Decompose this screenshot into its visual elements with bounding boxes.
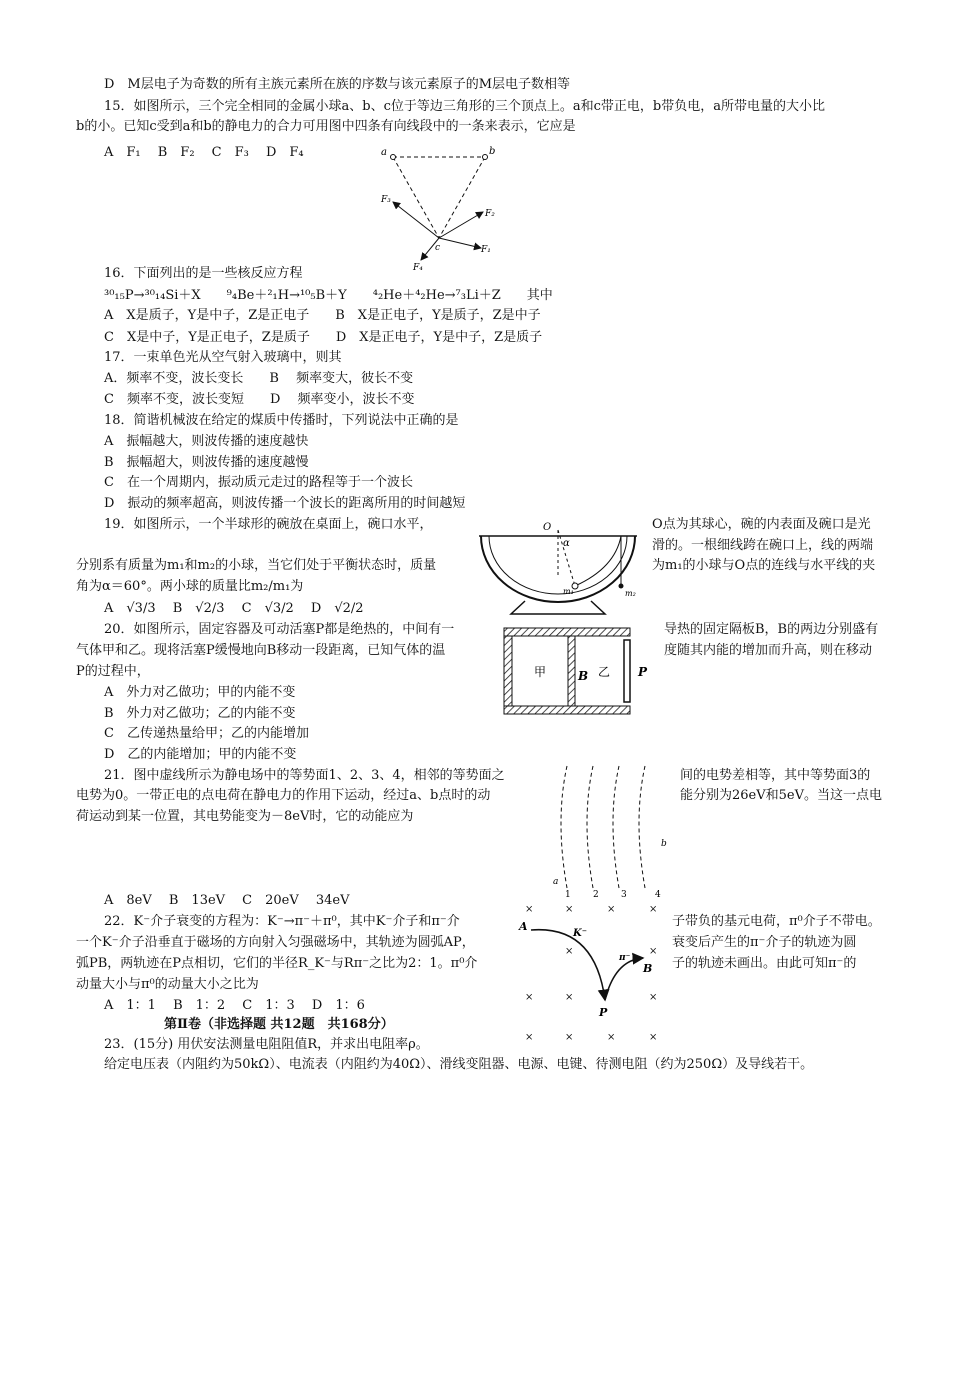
svg-text:×: × — [649, 946, 658, 957]
svg-text:×: × — [649, 1032, 658, 1043]
q19-label-o: O — [543, 522, 552, 533]
q15-label-f1: F₁ — [481, 245, 491, 255]
q20-stem-line1b: 导热的固定隔板B，B的两边分别盛有 — [664, 622, 879, 637]
q16-equations: ³⁰₁₅P→³⁰₁₄Si＋X ⁹₄Be＋²₁H→¹⁰₅B＋Y ⁴₂He＋⁴₂He→⁷₃Li＋Z 其中 — [104, 288, 553, 303]
q16-stem: 16．下面列出的是一些核反应方程 — [104, 266, 303, 281]
q21-label-b: b — [661, 839, 667, 849]
svg-text:×: × — [565, 904, 574, 915]
q19-label-m2: m₂ — [625, 589, 636, 598]
svg-text:×: × — [565, 992, 574, 1003]
q20-label-yi: 乙 — [598, 665, 611, 679]
q15-label-f4: F₄ — [413, 263, 423, 273]
q22-stem-line3a: 弧PB，两轨迹在P点相切，它们的半径R_K⁻与Rπ⁻之比为2：1。π⁰介 — [76, 956, 478, 971]
q19-stem-line2b: 滑的。一根细线跨在碗口上，线的两端 — [652, 538, 874, 553]
q21-label-4: 4 — [655, 890, 661, 900]
q19-stem-line1b: O点为其球心，碗的内表面及碗口是光 — [652, 517, 871, 532]
q15-stem-line1: 15．如图所示，三个完全相同的金属小球a、b、c位于等边三角形的三个顶点上。a和c带正电，b带负电，a所带电量的大小比 — [104, 99, 825, 114]
q22-label-b: B — [643, 962, 653, 975]
q22-stem-line1a: 22．K⁻介子衰变的方程为：K⁻→π⁻＋π⁰，其中K⁻介子和π⁻介 — [104, 914, 460, 929]
svg-text:×: × — [649, 992, 658, 1003]
q22-label-a: A — [519, 920, 528, 933]
q17-stem: 17．一束单色光从空气射入玻璃中，则其 — [104, 350, 342, 365]
q15-label-f2: F₂ — [485, 209, 495, 219]
q23-stem-line1: 23．(15分) 用伏安法测量电阻阻值R，并求出电阻率ρ。 — [104, 1037, 429, 1052]
svg-text:×: × — [649, 904, 658, 915]
q19-stem-line2a: 分别系有质量为m₁和m₂的小球，当它们处于平衡状态时，质量 — [76, 558, 437, 573]
q15-label-a: a — [381, 147, 387, 158]
q21-stem-line3: 荷运动到某一位置，其电势能变为－8eV时，它的动能应为 — [76, 809, 414, 824]
q15-triangle-figure — [375, 140, 505, 275]
q20-label-p: P — [638, 665, 648, 679]
svg-text:×: × — [607, 904, 616, 915]
q22-label-k: K⁻ — [573, 928, 587, 939]
q15-options: A F₁ B F₂ C F₃ D F₄ — [104, 145, 304, 160]
q19-label-alpha: α — [563, 538, 570, 549]
q16-options-cd: C X是中子，Y是正电子，Z是质子 D X是正电子，Y是中子，Z是质子 — [104, 330, 543, 345]
q19-label-m1: m₁ — [563, 587, 574, 596]
q20-stem-line2b: 度随其内能的增加而升高，则在移动 — [664, 643, 873, 658]
q15-stem-line2: b的小。已知c受到a和b的静电力的合力可用图中四条有向线段中的一条来表示，它应是 — [76, 119, 576, 134]
q19-stem-line3b: 为m₁的小球与O点的连线与水平线的夹 — [652, 558, 876, 573]
q20-option-d: D 乙的内能增加；甲的内能不变 — [104, 747, 297, 762]
q18-option-a: A 振幅越大，则波传播的速度越快 — [104, 434, 309, 449]
q21-stem-line2a: 电势为0。一带正电的点电荷在静电力的作用下运动，经过a、b点时的动 — [76, 788, 491, 803]
q21-label-2: 2 — [593, 890, 599, 900]
svg-text:×: × — [525, 904, 534, 915]
q22-stem-line1b: 子带负的基元电荷，π⁰介子不带电。 — [672, 914, 881, 929]
q15-label-f3: F₃ — [381, 195, 391, 205]
q21-label-3: 3 — [621, 890, 627, 900]
q15-label-b: b — [489, 146, 496, 157]
q22-stem-line3b: 子的轨迹未画出。由此可知π⁻的 — [672, 956, 857, 971]
q20-option-a: A 外力对乙做功；甲的内能不变 — [104, 685, 296, 700]
q18-stem: 18．简谐机械波在给定的煤质中传播时，下列说法中正确的是 — [104, 413, 459, 428]
svg-text:×: × — [607, 1032, 616, 1043]
q18-option-c: C 在一个周期内，振动质元走过的路程等于一个波长 — [104, 475, 413, 490]
q22-stem-line2a: 一个K⁻介子沿垂直于磁场的方向射入匀强磁场中，其轨迹为圆弧AP， — [76, 935, 475, 950]
q17-options-ab: A．频率不变，波长变长 B 频率变大，彼长不变 — [104, 371, 414, 386]
q20-stem-line3: P的过程中， — [76, 664, 150, 679]
q22-stem-line4: 动量大小与π⁰的动量大小之比为 — [76, 977, 259, 992]
q16-options-ab: A X是质子，Y是中子，Z是正电子 B X是正电子，Y是质子，Z是中子 — [104, 308, 541, 323]
q22-options: A 1：1 B 1：2 C 1：3 D 1：6 — [104, 998, 365, 1013]
q20-option-c: C 乙传递热量给甲；乙的内能增加 — [104, 726, 309, 741]
q19-options: A √3/3 B √2/3 C √3/2 D √2/2 — [104, 601, 364, 616]
q19-stem-line1a: 19．如图所示，一个半球形的碗放在桌面上，碗口水平， — [104, 517, 433, 532]
svg-text:×: × — [565, 1032, 574, 1043]
q20-stem-line1a: 20．如图所示，固定容器及可动活塞P都是绝热的，中间有一 — [104, 622, 455, 637]
q18-option-b: B 振幅超大，则波传播的速度越慢 — [104, 455, 309, 470]
q19-bowl-figure — [475, 518, 645, 618]
svg-text:×: × — [565, 946, 574, 957]
q20-option-b: B 外力对乙做功；乙的内能不变 — [104, 706, 296, 721]
q20-container-figure — [502, 626, 657, 718]
q21-options: A 8eV B 13eV C 20eV 34eV — [104, 893, 350, 908]
q14-option-d: D M层电子为奇数的所有主族元素所在族的序数与该元素原子的M层电子数相等 — [104, 77, 571, 92]
q18-option-d: D 振动的频率超高，则波传播一个波长的距离所用的时间越短 — [104, 496, 466, 511]
q21-label-1: 1 — [565, 890, 571, 900]
q21-stem-line1a: 21．图中虚线所示为静电场中的等势面1、2、3、4，相邻的等势面之 — [104, 768, 505, 783]
q15-label-c: c — [435, 243, 441, 253]
q21-stem-line1b: 间的电势差相等，其中等势面3的 — [680, 768, 871, 783]
q23-stem-line2: 给定电压表（内阻约为50kΩ）、电流表（内阻约为40Ω）、滑线变阻器、电源、电键、待测电阻（约为250Ω）及导线若干。 — [104, 1057, 814, 1072]
q20-stem-line2a: 气体甲和乙。现将活塞P缓慢地向B移动一段距离，已知气体的温 — [76, 643, 446, 658]
q22-field-crosses — [525, 904, 657, 1043]
q17-options-cd: C 频率不变，波长变短 D 频率变小，波长不变 — [104, 392, 415, 407]
svg-text:×: × — [525, 1032, 534, 1043]
q21-equipotential-figure — [545, 760, 675, 902]
q20-label-jia: 甲 — [534, 665, 547, 679]
q21-label-a: a — [553, 877, 559, 887]
q22-label-pi: π⁻ — [619, 953, 631, 963]
q20-label-b: B — [578, 669, 589, 683]
q22-magnetic-field-figure — [515, 900, 665, 1045]
q21-stem-line2b: 能分别为26eV和5eV。当这一点电 — [680, 788, 882, 803]
q22-stem-line2b: 衰变后产生的π⁻介子的轨迹为圆 — [672, 935, 857, 950]
part2-heading: 第Ⅱ卷（非选择题 共12题 共168分） — [164, 1017, 394, 1032]
svg-text:×: × — [525, 992, 534, 1003]
q19-stem-line3a: 角为α＝60°。两小球的质量比m₂/m₁为 — [76, 579, 304, 594]
q22-label-p: P — [599, 1006, 608, 1019]
